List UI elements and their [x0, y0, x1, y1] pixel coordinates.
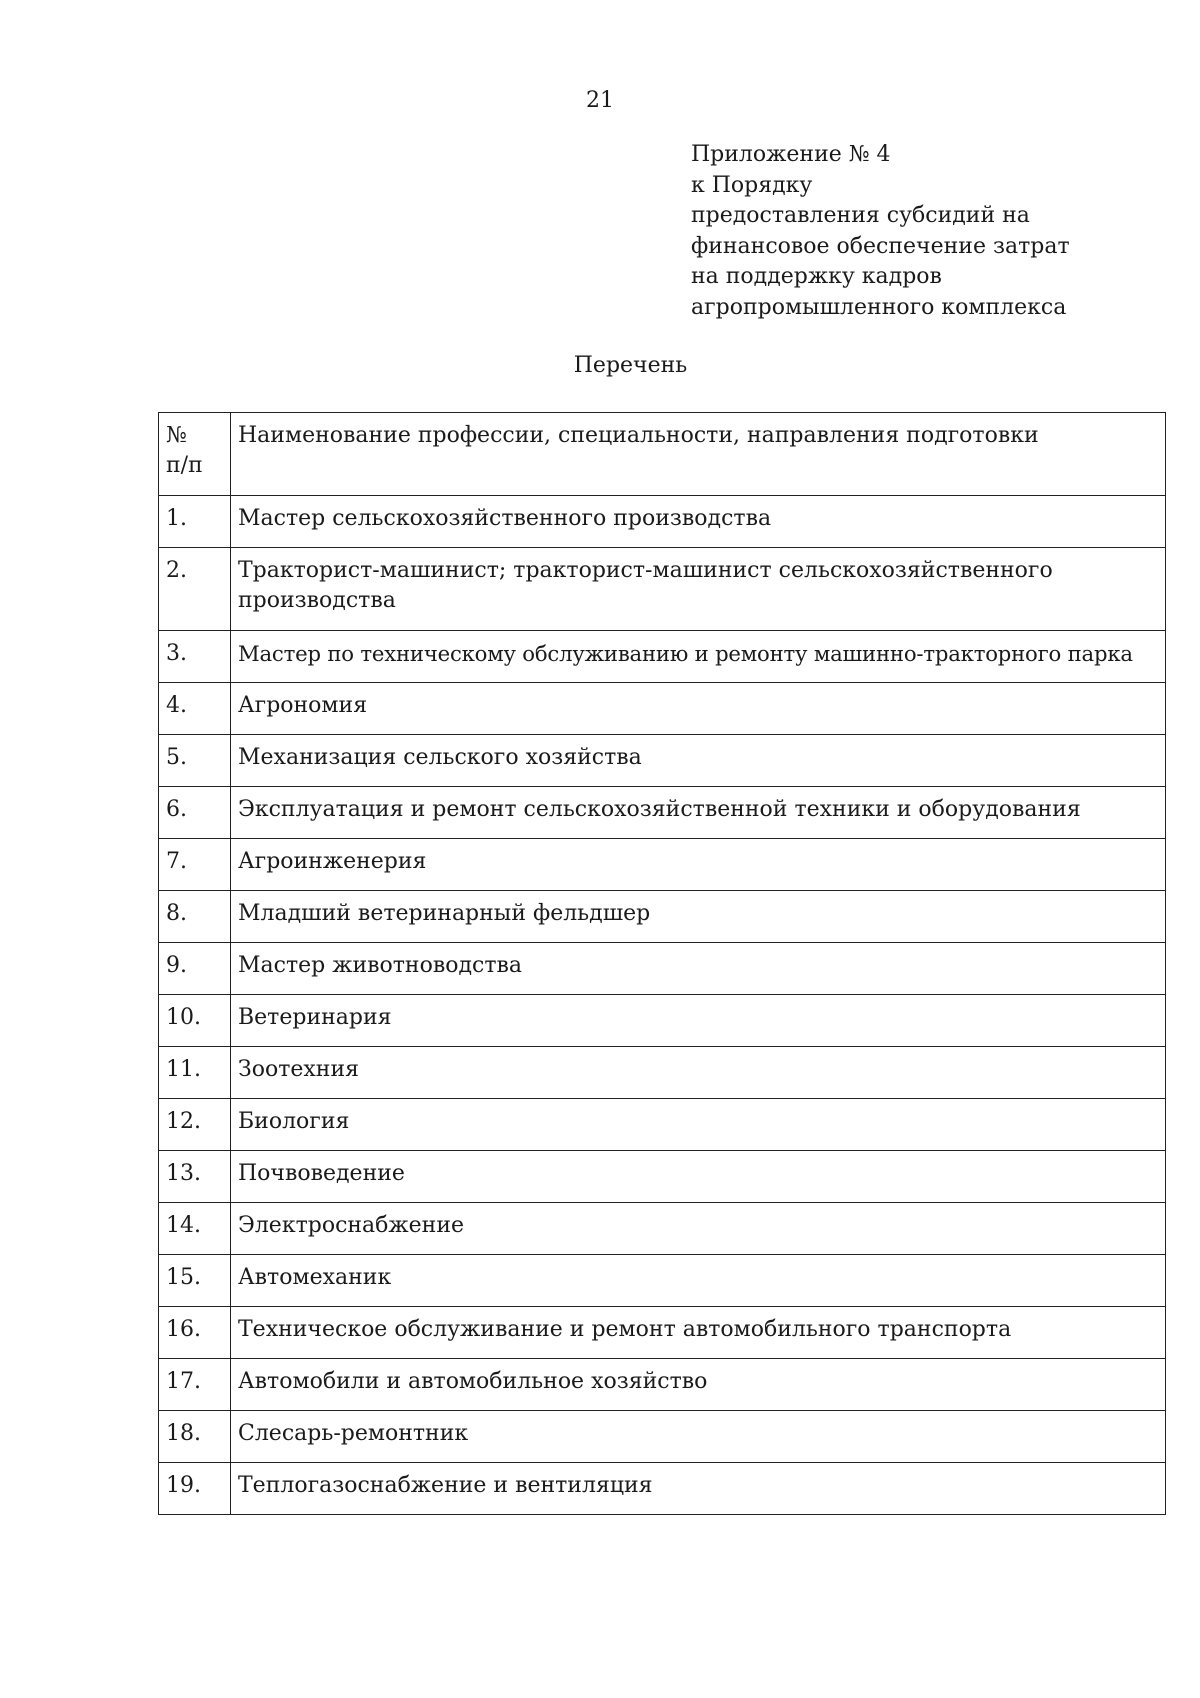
table-row — [159, 548, 1166, 631]
row-name: Механизация сельского хозяйства — [231, 735, 1166, 787]
row-number: 3. — [159, 631, 231, 683]
document-title: Перечень — [573, 353, 688, 378]
row-name: Тракторист-машинист; тракторист-машинист сельскохозяйственного производства — [231, 548, 1166, 631]
appendix-line: к Порядку — [691, 172, 813, 198]
row-number: 4. — [159, 683, 231, 735]
appendix-line: агропромышленного комплекса — [691, 294, 1067, 320]
row-number: 12. — [159, 1099, 231, 1151]
table-row — [159, 683, 1166, 735]
row-name: Теплогазоснабжение и вентиляция — [231, 1463, 1166, 1515]
header-number-cell — [159, 413, 231, 496]
page-number: 21 — [586, 88, 614, 113]
row-number: 14. — [159, 1203, 231, 1255]
header-number-abbr: п/п — [166, 453, 203, 478]
row-name: Мастер сельскохозяйственного производства — [231, 496, 1166, 548]
header-name-cell: Наименование профессии, специальности, направления подготовки — [231, 413, 1166, 496]
table-row — [159, 891, 1166, 943]
table-row — [159, 1255, 1166, 1307]
table-row — [159, 1307, 1166, 1359]
row-number: 1. — [159, 496, 231, 548]
row-number: 10. — [159, 995, 231, 1047]
row-name: Агрономия — [231, 683, 1166, 735]
appendix-line: предоставления субсидий на — [691, 203, 1030, 228]
row-number: 13. — [159, 1151, 231, 1203]
row-number: 19. — [159, 1463, 231, 1515]
row-number: 6. — [159, 787, 231, 839]
row-name: Ветеринария — [231, 995, 1166, 1047]
row-name: Биология — [231, 1099, 1166, 1151]
table-row — [159, 1203, 1166, 1255]
table-row — [159, 1047, 1166, 1099]
appendix-block — [691, 140, 1121, 323]
table-row — [159, 1151, 1166, 1203]
header-number-symbol: № — [166, 423, 187, 448]
appendix-line: финансовое обеспечение затрат — [691, 233, 1070, 259]
row-name: Агроинженерия — [231, 839, 1166, 891]
row-name: Почвоведение — [231, 1151, 1166, 1203]
table-row — [159, 1463, 1166, 1515]
appendix-line: Приложение № 4 — [691, 142, 891, 167]
row-number: 8. — [159, 891, 231, 943]
row-name: Эксплуатация и ремонт сельскохозяйственной техники и оборудования — [231, 787, 1166, 839]
professions-table — [158, 412, 1166, 1515]
row-name: Автомеханик — [231, 1255, 1166, 1307]
table-row — [159, 1099, 1166, 1151]
row-name: Мастер животноводства — [231, 943, 1166, 995]
table-row — [159, 631, 1166, 683]
table-row — [159, 735, 1166, 787]
row-name: Мастер по техническому обслуживанию и ремонту машинно-тракторного парка — [231, 631, 1166, 683]
table-row — [159, 943, 1166, 995]
row-number: 7. — [159, 839, 231, 891]
table-row — [159, 1411, 1166, 1463]
appendix-line: на поддержку кадров — [691, 264, 942, 289]
row-number: 18. — [159, 1411, 231, 1463]
table-row — [159, 1359, 1166, 1411]
row-number: 2. — [159, 548, 231, 631]
row-number: 17. — [159, 1359, 231, 1411]
row-name: Младший ветеринарный фельдшер — [231, 891, 1166, 943]
row-number: 9. — [159, 943, 231, 995]
row-number: 5. — [159, 735, 231, 787]
row-number: 11. — [159, 1047, 231, 1099]
table-row — [159, 839, 1166, 891]
table-row — [159, 496, 1166, 548]
table-row — [159, 787, 1166, 839]
row-name: Техническое обслуживание и ремонт автомобильного транспорта — [231, 1307, 1166, 1359]
row-name: Электроснабжение — [231, 1203, 1166, 1255]
row-number: 16. — [159, 1307, 231, 1359]
row-name: Слесарь-ремонтник — [231, 1411, 1166, 1463]
table-row — [159, 995, 1166, 1047]
table-header-row — [159, 413, 1166, 496]
row-name: Автомобили и автомобильное хозяйство — [231, 1359, 1166, 1411]
row-name: Зоотехния — [231, 1047, 1166, 1099]
row-number: 15. — [159, 1255, 231, 1307]
